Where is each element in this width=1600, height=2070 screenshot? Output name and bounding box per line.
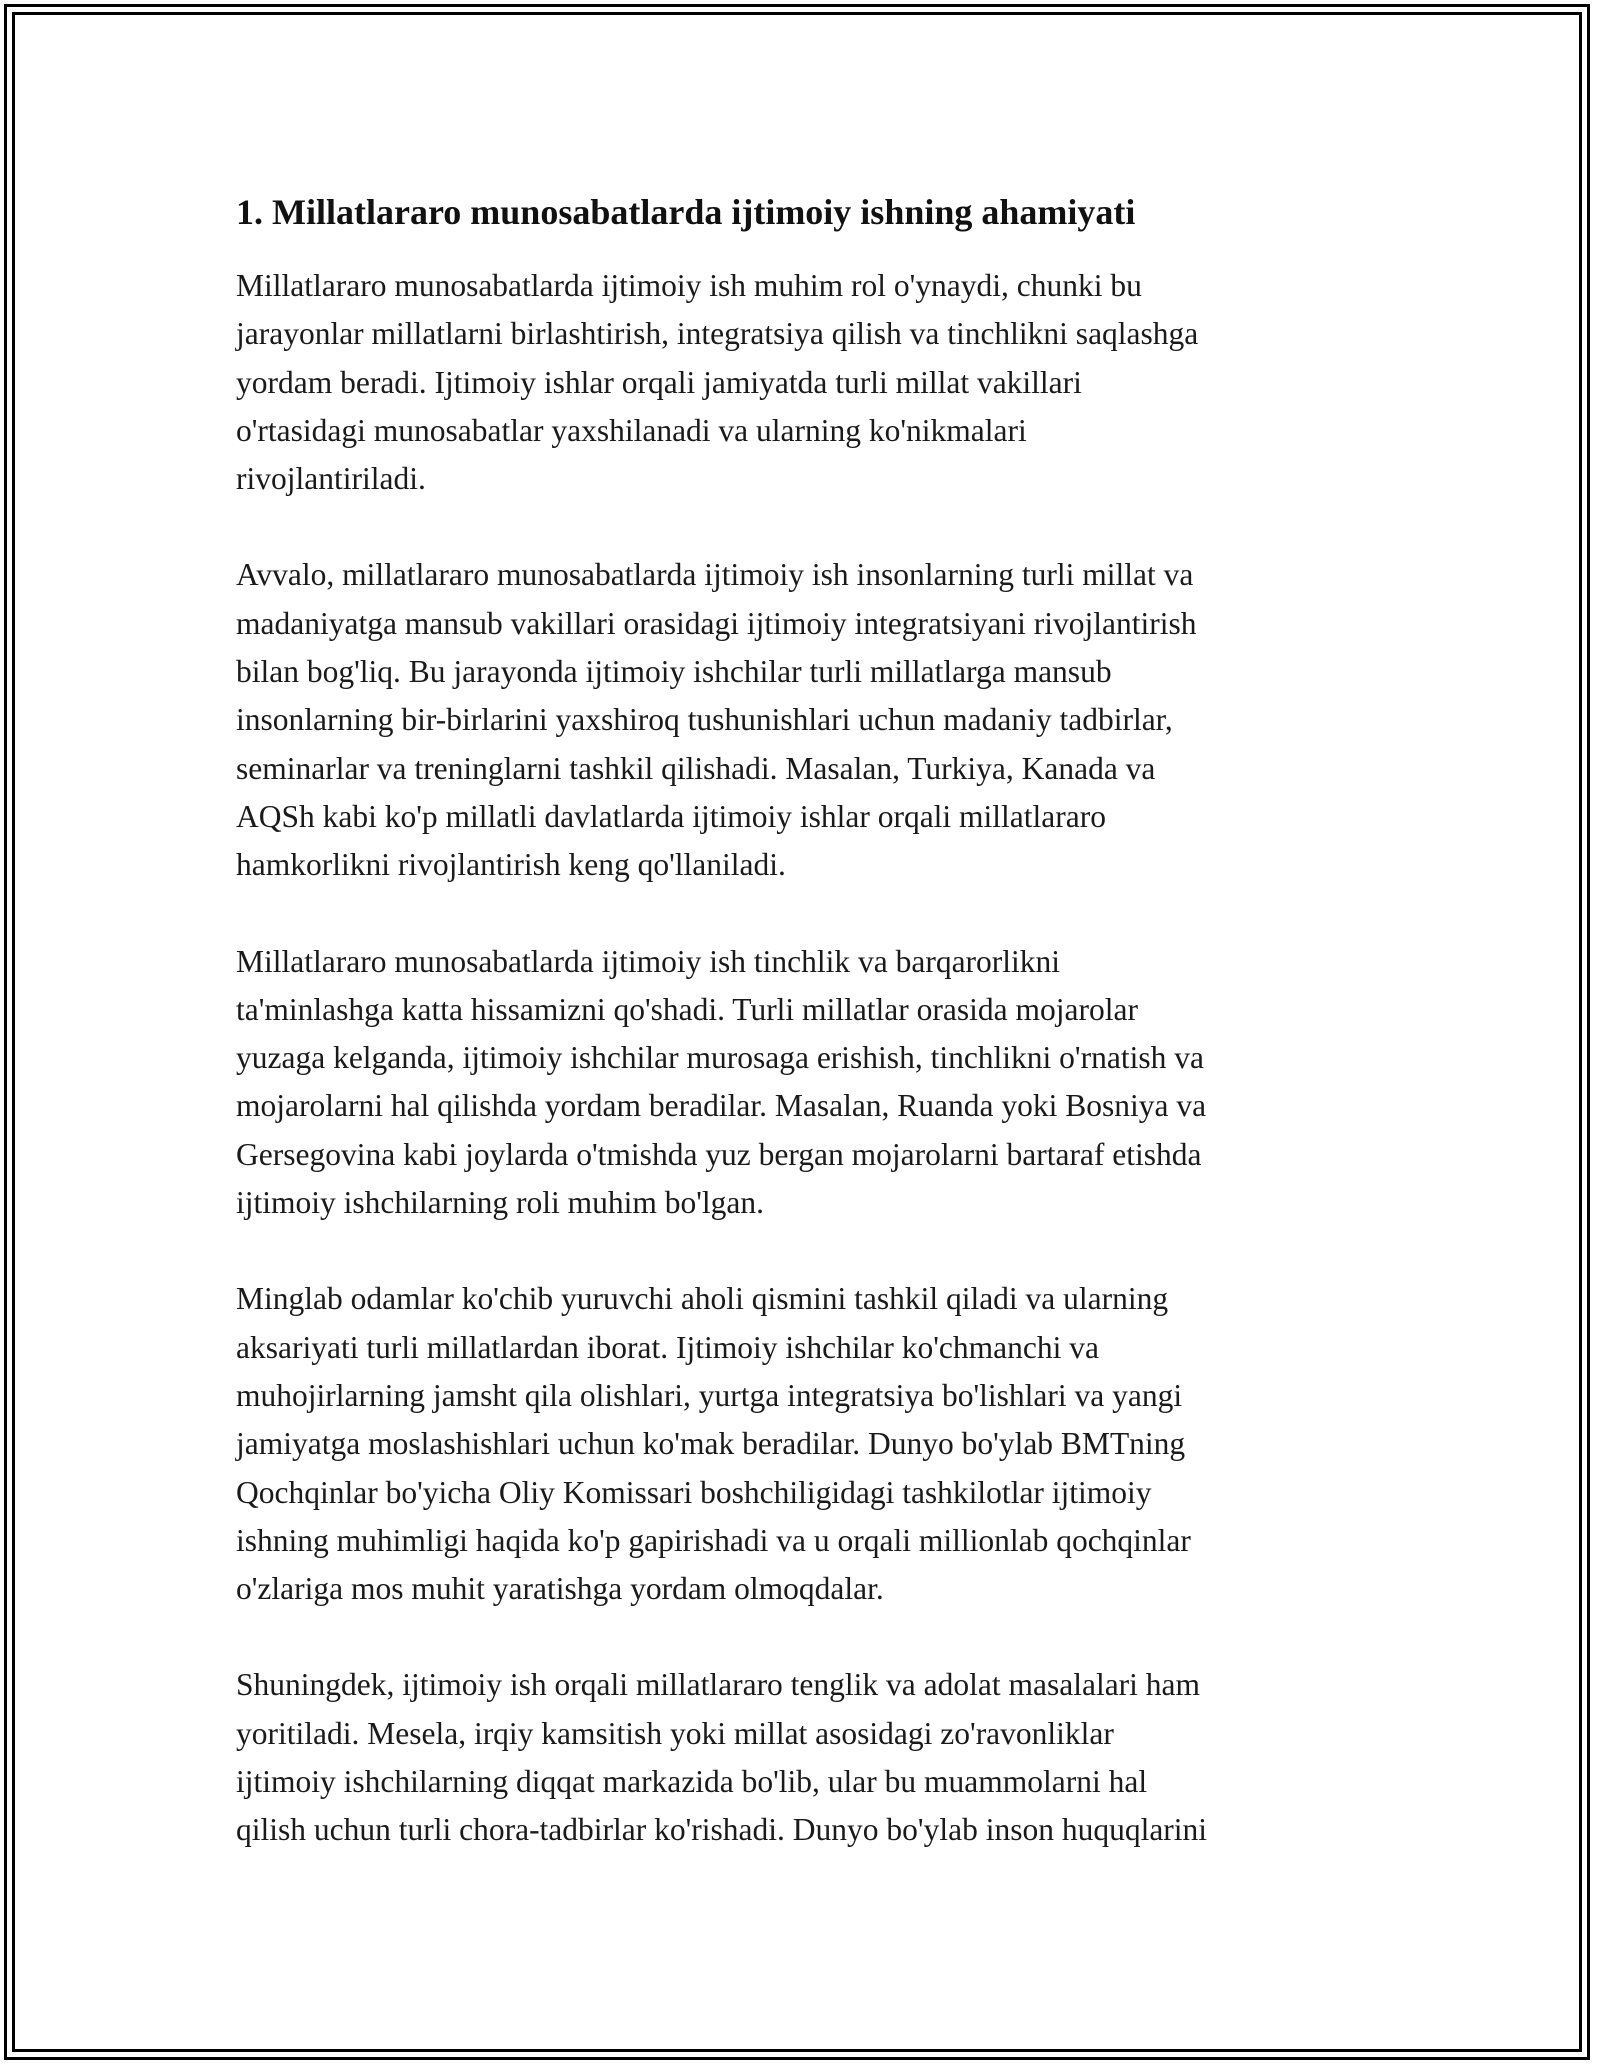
paragraph-line: Millatlararo munosabatlarda ijtimoiy ish muhim rol o'ynaydi, chunki bu	[236, 268, 1142, 303]
paragraph-line: jarayonlar millatlarni birlashtirish, integratsiya qilish va tinchlikni saqlashga	[236, 316, 1199, 352]
paragraph-line: Qochqinlar bo'yicha Oliy Komissari boshchiligidagi tashkilotlar ijtimoiy	[236, 1474, 1152, 1510]
paragraph-line: o'zlariga mos muhit yaratishga yordam olmoqdalar.	[236, 1571, 884, 1607]
paragraph-2	[236, 551, 1386, 889]
paragraph-5	[236, 1661, 1386, 1854]
paragraph-line: ta'minlashga katta hissamizni qo'shadi. Turli millatlar orasida mojarolar	[236, 991, 1138, 1027]
paragraph-line: seminarlar va treninglarni tashkil qilishadi. Masalan, Turkiya, Kanada va	[236, 750, 1156, 786]
paragraph-line: ijtimoiy ishchilarning diqqat markazida bo'lib, ular bu muammolarni hal	[236, 1764, 1148, 1800]
paragraph-line: Millatlararo munosabatlarda ijtimoiy ish tinchlik va barqarorlikni	[236, 943, 1061, 979]
paragraph-line: yordam beradi. Ijtimoiy ishlar orqali jamiyatda turli millat vakillari	[236, 364, 1082, 400]
paragraph-line: mojarolarni hal qilishda yordam beradilar. Masalan, Ruanda yoki Bosniya va	[236, 1088, 1207, 1124]
section-heading: 1. Millatlararo munosabatlarda ijtimoiy ishning ahamiyati	[236, 192, 1136, 232]
paragraph-line: bilan bog'liq. Bu jarayonda ijtimoiy ishchilar turli millatlarga mansub	[236, 654, 1112, 690]
paragraph-line: hamkorlikni rivojlantirish keng qo'llaniladi.	[236, 847, 786, 883]
paragraph-line: AQSh kabi ko'p millatli davlatlarda ijtimoiy ishlar orqali millatlararo	[236, 798, 1106, 834]
paragraph-3	[236, 938, 1386, 1228]
paragraph-1	[236, 262, 1386, 503]
paragraph-line: muhojirlarning jamsht qila olishlari, yurtga integratsiya bo'lishlari va yangi	[236, 1377, 1183, 1413]
paragraph-line: Shuningdek, ijtimoiy ish orqali millatlararo tenglik va adolat masalalari ham	[236, 1667, 1201, 1703]
paragraph-line: ishning muhimligi haqida ko'p gapirishadi va u orqali millionlab qochqinlar	[236, 1522, 1191, 1558]
paragraph-line: yoritiladi. Mesela, irqiy kamsitish yoki millat asosidagi zo'ravonliklar	[236, 1715, 1114, 1751]
paragraph-line: jamiyatga moslashishlari uchun ko'mak beradilar. Dunyo bo'ylab BMTning	[236, 1426, 1186, 1462]
paragraph-line: madaniyatga mansub vakillari orasidagi ijtimoiy integratsiyani rivojlantirish	[236, 605, 1197, 641]
paragraph-line: Gersegovina kabi joylarda o'tmishda yuz bergan mojarolarni bartaraf etishda	[236, 1136, 1202, 1172]
paragraph-line: insonlarning bir-birlarini yaxshiroq tushunishlari uchun madaniy tadbirlar,	[236, 702, 1173, 738]
document-body	[236, 186, 1386, 1855]
paragraph-line: aksariyati turli millatlardan iborat. Ijtimoiy ishchilar ko'chmanchi va	[236, 1329, 1099, 1365]
paragraph-line: o'rtasidagi munosabatlar yaxshilanadi va ularning ko'nikmalari	[236, 412, 1027, 448]
paragraph-line: yuzaga kelganda, ijtimoiy ishchilar murosaga erishish, tinchlikni o'rnatish va	[236, 1040, 1204, 1076]
paragraph-line: qilish uchun turli chora-tadbirlar ko'rishadi. Dunyo bo'ylab inson huquqlarini	[236, 1812, 1208, 1848]
paragraph-line: Avvalo, millatlararo munosabatlarda ijtimoiy ish insonlarning turli millat va	[236, 557, 1194, 593]
paragraph-line: ijtimoiy ishchilarning roli muhim bo'lgan.	[236, 1185, 765, 1221]
paragraph-4	[236, 1275, 1386, 1613]
paragraph-line: rivojlantiriladi.	[236, 461, 426, 497]
paragraph-line: Minglab odamlar ko'chib yuruvchi aholi qismini tashkil qiladi va ularning	[236, 1281, 1169, 1317]
